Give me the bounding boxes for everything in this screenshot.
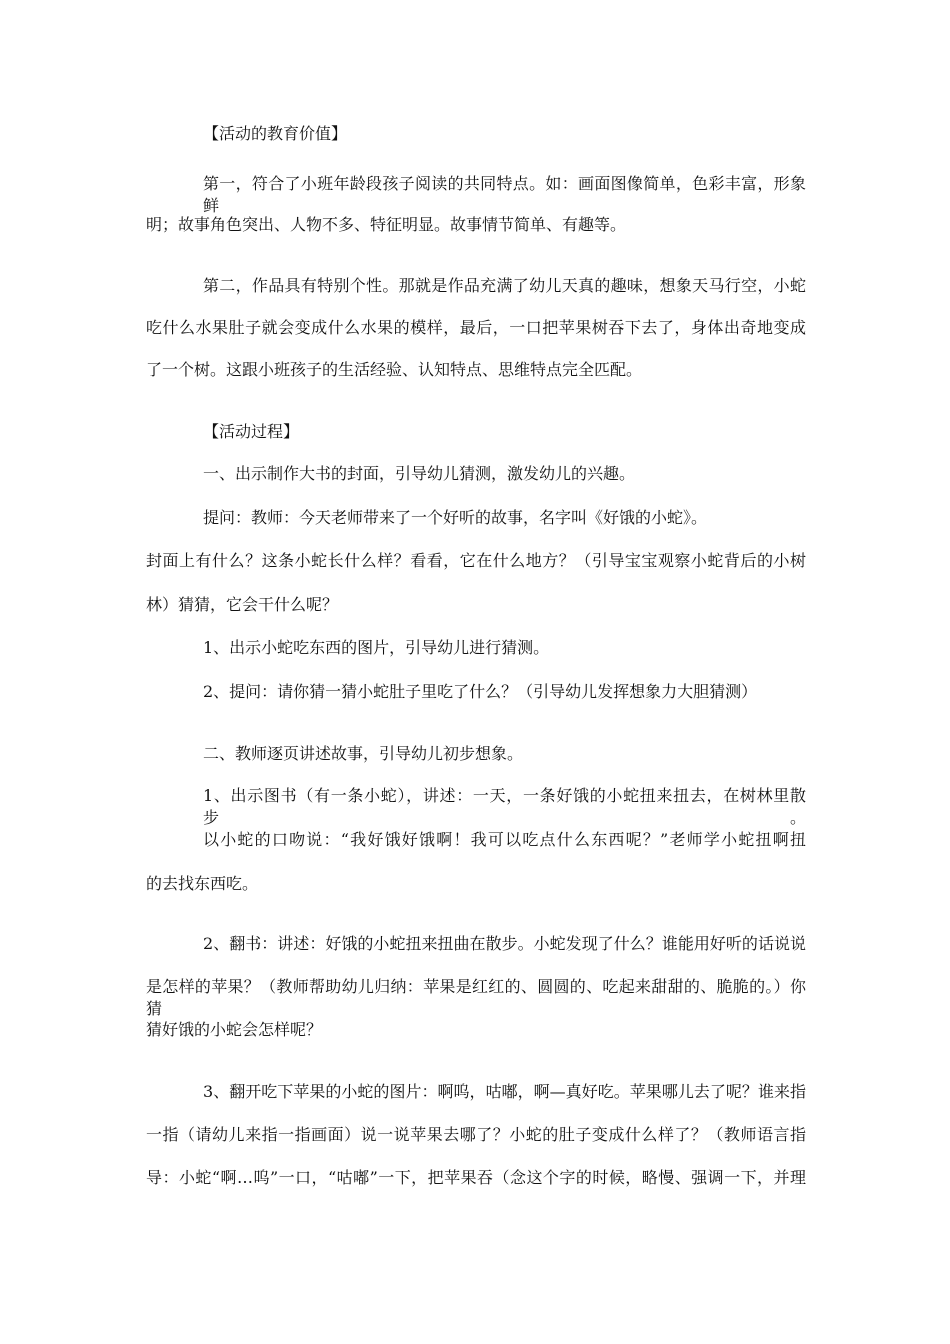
- paragraph-line: 一指（请幼儿来指一指画面）说一说苹果去哪了？小蛇的肚子变成什么样了？（教师语言指: [146, 1125, 806, 1144]
- section-heading-education-value: 【活动的教育价值】: [203, 124, 348, 143]
- paragraph-line: 3、翻开吃下苹果的小蛇的图片：啊呜，咕嘟，啊—真好吃。苹果哪儿去了呢？谁来指: [203, 1082, 806, 1101]
- step-title: 一、出示制作大书的封面，引导幼儿猜测，激发幼儿的兴趣。: [203, 464, 636, 483]
- paragraph-line: 了一个树。这跟小班孩子的生活经验、认知特点、思维特点完全匹配。: [146, 360, 643, 379]
- paragraph-line: 第一，符合了小班年龄段孩子阅读的共同特点。如：画面图像简单，色彩丰富，形象鲜: [203, 174, 806, 215]
- paragraph-line: 第二，作品具有特别个性。那就是作品充满了幼儿天真的趣味，想象天马行空，小蛇: [203, 276, 806, 295]
- paragraph-line: 猜好饿的小蛇会怎样呢？: [146, 1020, 323, 1039]
- list-item: 1、出示图书（有一条小蛇），讲述：一天，一条好饿的小蛇扭来扭去，在树林里散步。: [203, 786, 806, 827]
- paragraph-line: 提问：教师：今天老师带来了一个好听的故事，名字叫《好饿的小蛇》。: [203, 508, 708, 527]
- paragraph-line: 的去找东西吃。: [146, 874, 259, 893]
- paragraph-line: 以小蛇的口吻说：“我好饿好饿啊！我可以吃点什么东西呢？”老师学小蛇扭啊扭: [203, 830, 806, 849]
- paragraph-line: 明；故事角色突出、人物不多、特征明显。故事情节简单、有趣等。: [146, 215, 627, 234]
- paragraph-line: 封面上有什么？这条小蛇长什么样？看看，它在什么地方？（引导宝宝观察小蛇背后的小树: [146, 551, 806, 570]
- paragraph-line: 林）猜猜，它会干什么呢？: [146, 595, 339, 614]
- step-title: 二、教师逐页讲述故事，引导幼儿初步想象。: [203, 744, 524, 763]
- list-item: 1、出示小蛇吃东西的图片，引导幼儿进行猜测。: [203, 638, 550, 657]
- paragraph-line: 吃什么水果肚子就会变成什么水果的模样，最后，一口把苹果树吞下去了，身体出奇地变成: [146, 318, 806, 337]
- list-item: 2、提问：请你猜一猜小蛇肚子里吃了什么？（引导幼儿发挥想象力大胆猜测）: [203, 682, 758, 701]
- section-heading-process: 【活动过程】: [203, 422, 300, 441]
- paragraph-line: 是怎样的苹果？（教师帮助幼儿归纳：苹果是红红的、圆圆的、吃起来甜甜的、脆脆的。）你猜: [146, 977, 806, 1018]
- paragraph-line: 2、翻书：讲述：好饿的小蛇扭来扭曲在散步。小蛇发现了什么？谁能用好听的话说说: [203, 934, 806, 953]
- paragraph-line: 导：小蛇“啊…呜”一口，“咕嘟”一下，把苹果吞（念这个字的时候，略慢、强调一下，并理: [146, 1168, 806, 1187]
